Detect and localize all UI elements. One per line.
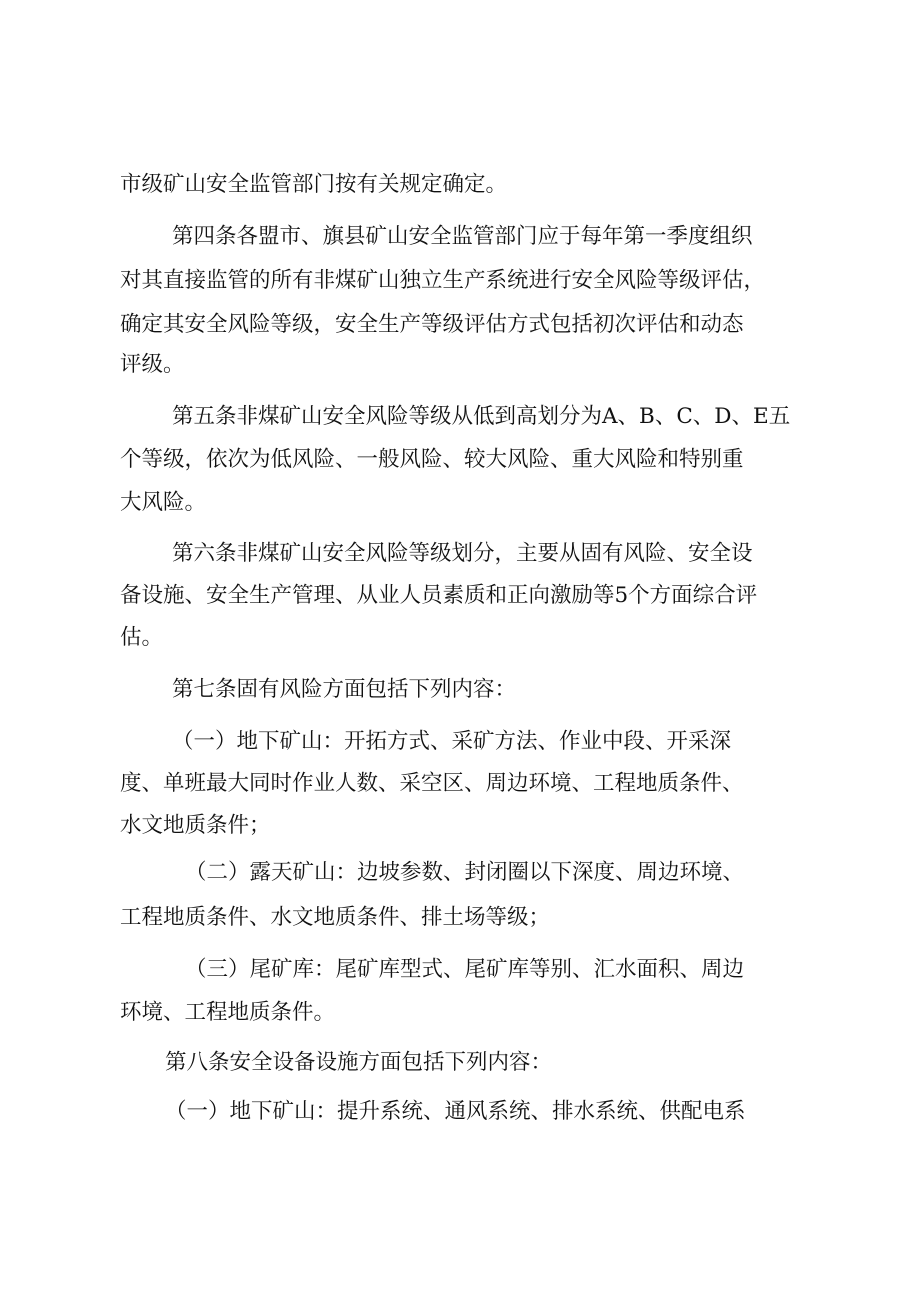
text-line: 对其直接监管的所有非煤矿山独立生产系统进行安全风险等级评估，: [120, 268, 766, 293]
text-line: 环境、工程地质条件。: [120, 1000, 336, 1025]
text-line: 个等级，依次为低风险、一般风险、较大风险、重大风险和特别重: [120, 447, 744, 472]
article-5-line: 第五条非煤矿山安全风险等级从低到高划分为A、B、C、D、E五: [172, 404, 791, 429]
list-item-line: （二）露天矿山：边坡参数、封闭圈以下深度、周边环境、: [185, 860, 745, 885]
list-item-line: （一）地下矿山：提升系统、通风系统、排水系统、供配电系: [165, 1099, 746, 1124]
text-line: 评级。: [120, 352, 185, 377]
text-line: 工程地质条件、水文地质条件、排土场等级；: [120, 905, 551, 930]
text-line: 确定其安全风险等级，安全生产等级评估方式包括初次评估和动态: [120, 312, 744, 337]
text-line: 备设施、安全生产管理、从业人员素质和正向激励等5个方面综合评: [120, 583, 758, 608]
text-line: 水文地质条件；: [120, 813, 271, 838]
article-6-line: 第六条非煤矿山安全风险等级划分，主要从固有风险、安全设: [172, 541, 753, 566]
text-line: 大风险。: [120, 490, 207, 515]
list-item-line: （三）尾矿库：尾矿库型式、尾矿库等别、汇水面积、周边: [185, 957, 745, 982]
article-4-line: 第四条各盟市、旗县矿山安全监管部门应于每年第一季度组织: [172, 224, 753, 249]
article-7-line: 第七条固有风险方面包括下列内容：: [172, 677, 517, 702]
text-line: 度、单班最大同时作业人数、采空区、周边环境、工程地质条件、: [120, 771, 744, 796]
article-8-line: 第八条安全设备设施方面包括下列内容：: [165, 1050, 553, 1075]
list-item-line: （一）地下矿山：开拓方式、采矿方法、作业中段、开采深: [172, 729, 732, 754]
text-line: 估。: [120, 625, 164, 650]
text-line: 市级矿山安全监管部门按有关规定确定。: [120, 172, 508, 197]
